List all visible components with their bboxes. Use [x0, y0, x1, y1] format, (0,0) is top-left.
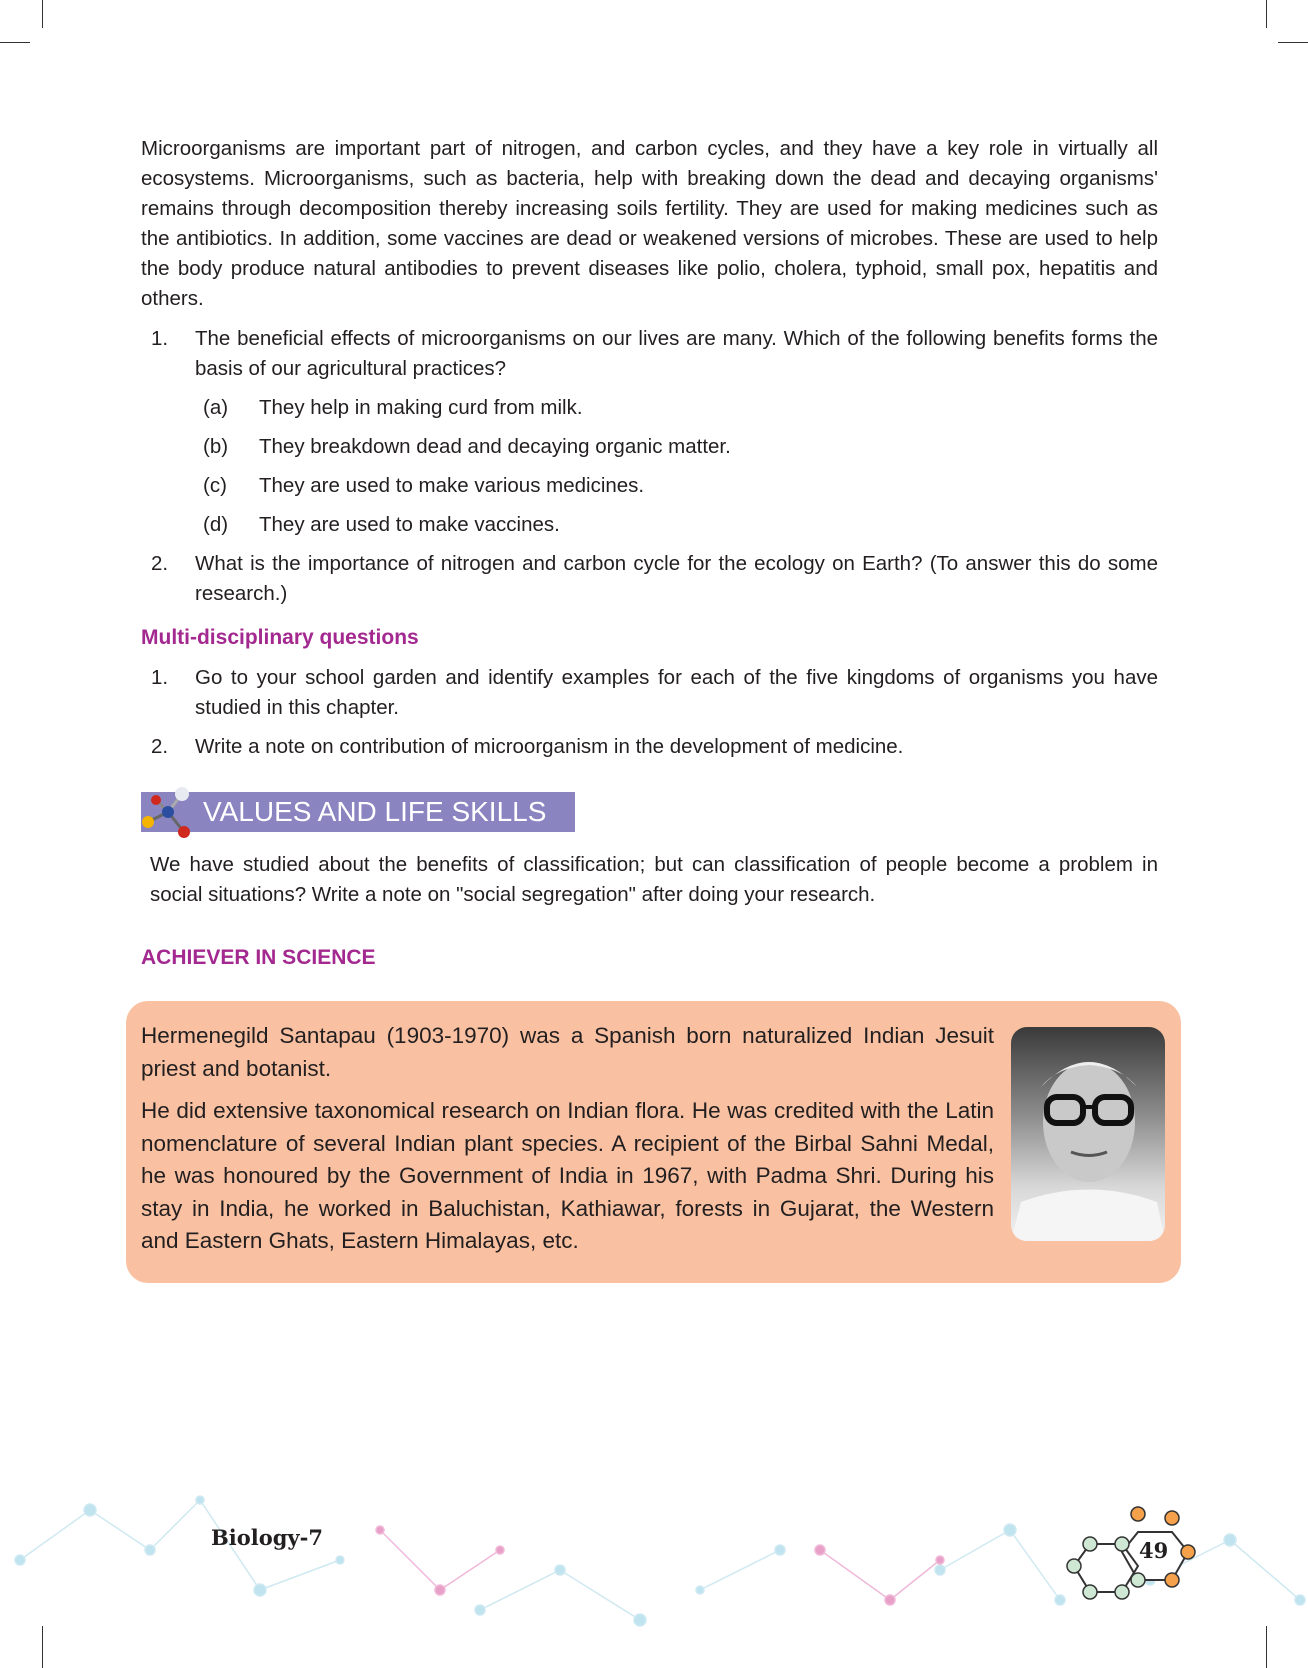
intro-paragraph: Microorganisms are important part of nitrogen, and carbon cycles, and they have a key role in virtually all ecosystems. Microorganisms, such as bacteria, help with breaking down the dead and decaying organisms' remains through decomposition thereby increasing soils fertility. They are used for making medicines such as the antibiotics. In addition, some vaccines are dead or weakened versions of microbes. These are used to help the body produce natural antibodies to prevent diseases like polio, cholera, typhoid, small pox, hepatitis and others.	[141, 137, 1158, 310]
crop-mark	[42, 0, 43, 28]
question-item: 1. The beneficial effects of microorganisms on our lives are many. Which of the following benefits forms the basis of our agricultural practices?	[151, 327, 1158, 380]
page-number: 49	[1139, 1538, 1169, 1563]
question-item: 2. What is the importance of nitrogen and carbon cycle for the ecology on Earth? (To answer this do some research.)	[151, 552, 1158, 605]
question-list	[141, 324, 1158, 618]
crop-mark	[1278, 42, 1308, 43]
achiever-heading: ACHIEVER IN SCIENCE	[141, 946, 376, 969]
crop-mark	[1266, 0, 1267, 28]
multi-disciplinary-heading: Multi-disciplinary questions	[141, 626, 419, 649]
values-banner: VALUES AND LIFE SKILLS	[141, 792, 575, 832]
option-item: (d) They are used to make vaccines.	[203, 513, 560, 536]
question-item: 2. Write a note on contribution of microorganism in the development of medicine.	[151, 735, 904, 758]
option-item: (c) They are used to make various medicines.	[203, 474, 645, 497]
book-title: Biology-7	[211, 1525, 323, 1550]
values-text: We have studied about the benefits of classification; but can classification of people become a problem in social situations? Write a note on "social segregation" after doing your research.	[150, 853, 1158, 906]
molecule-icon	[138, 784, 198, 842]
question-item: 1. Go to your school garden and identify examples for each of the five kingdoms of organisms you have studied in this chapter.	[151, 666, 1158, 719]
achiever-text: Hermenegild Santapau (1903-1970) was a Spanish born naturalized Indian Jesuit priest and botanist. He did extensive taxonomical research on Indian flora. He was credited with the Latin nomenclature of several Indian plant species. A recipient of the Birbal Sahni Medal, he was honoured by the Government of India in 1967, with Padma Shri. During his stay in India, he worked in Baluchistan, Kathiawar, forests in Gujarat, the Western and Eastern Ghats, Eastern Himalayas, etc.	[141, 1023, 994, 1253]
option-item: (a) They help in making curd from milk.	[203, 396, 583, 419]
option-item: (b) They breakdown dead and decaying organic matter.	[203, 435, 731, 458]
hexagon-page-badge	[1050, 1500, 1200, 1620]
scientist-portrait	[1011, 1027, 1165, 1241]
multi-question-list	[141, 663, 1158, 771]
crop-mark	[0, 42, 30, 43]
